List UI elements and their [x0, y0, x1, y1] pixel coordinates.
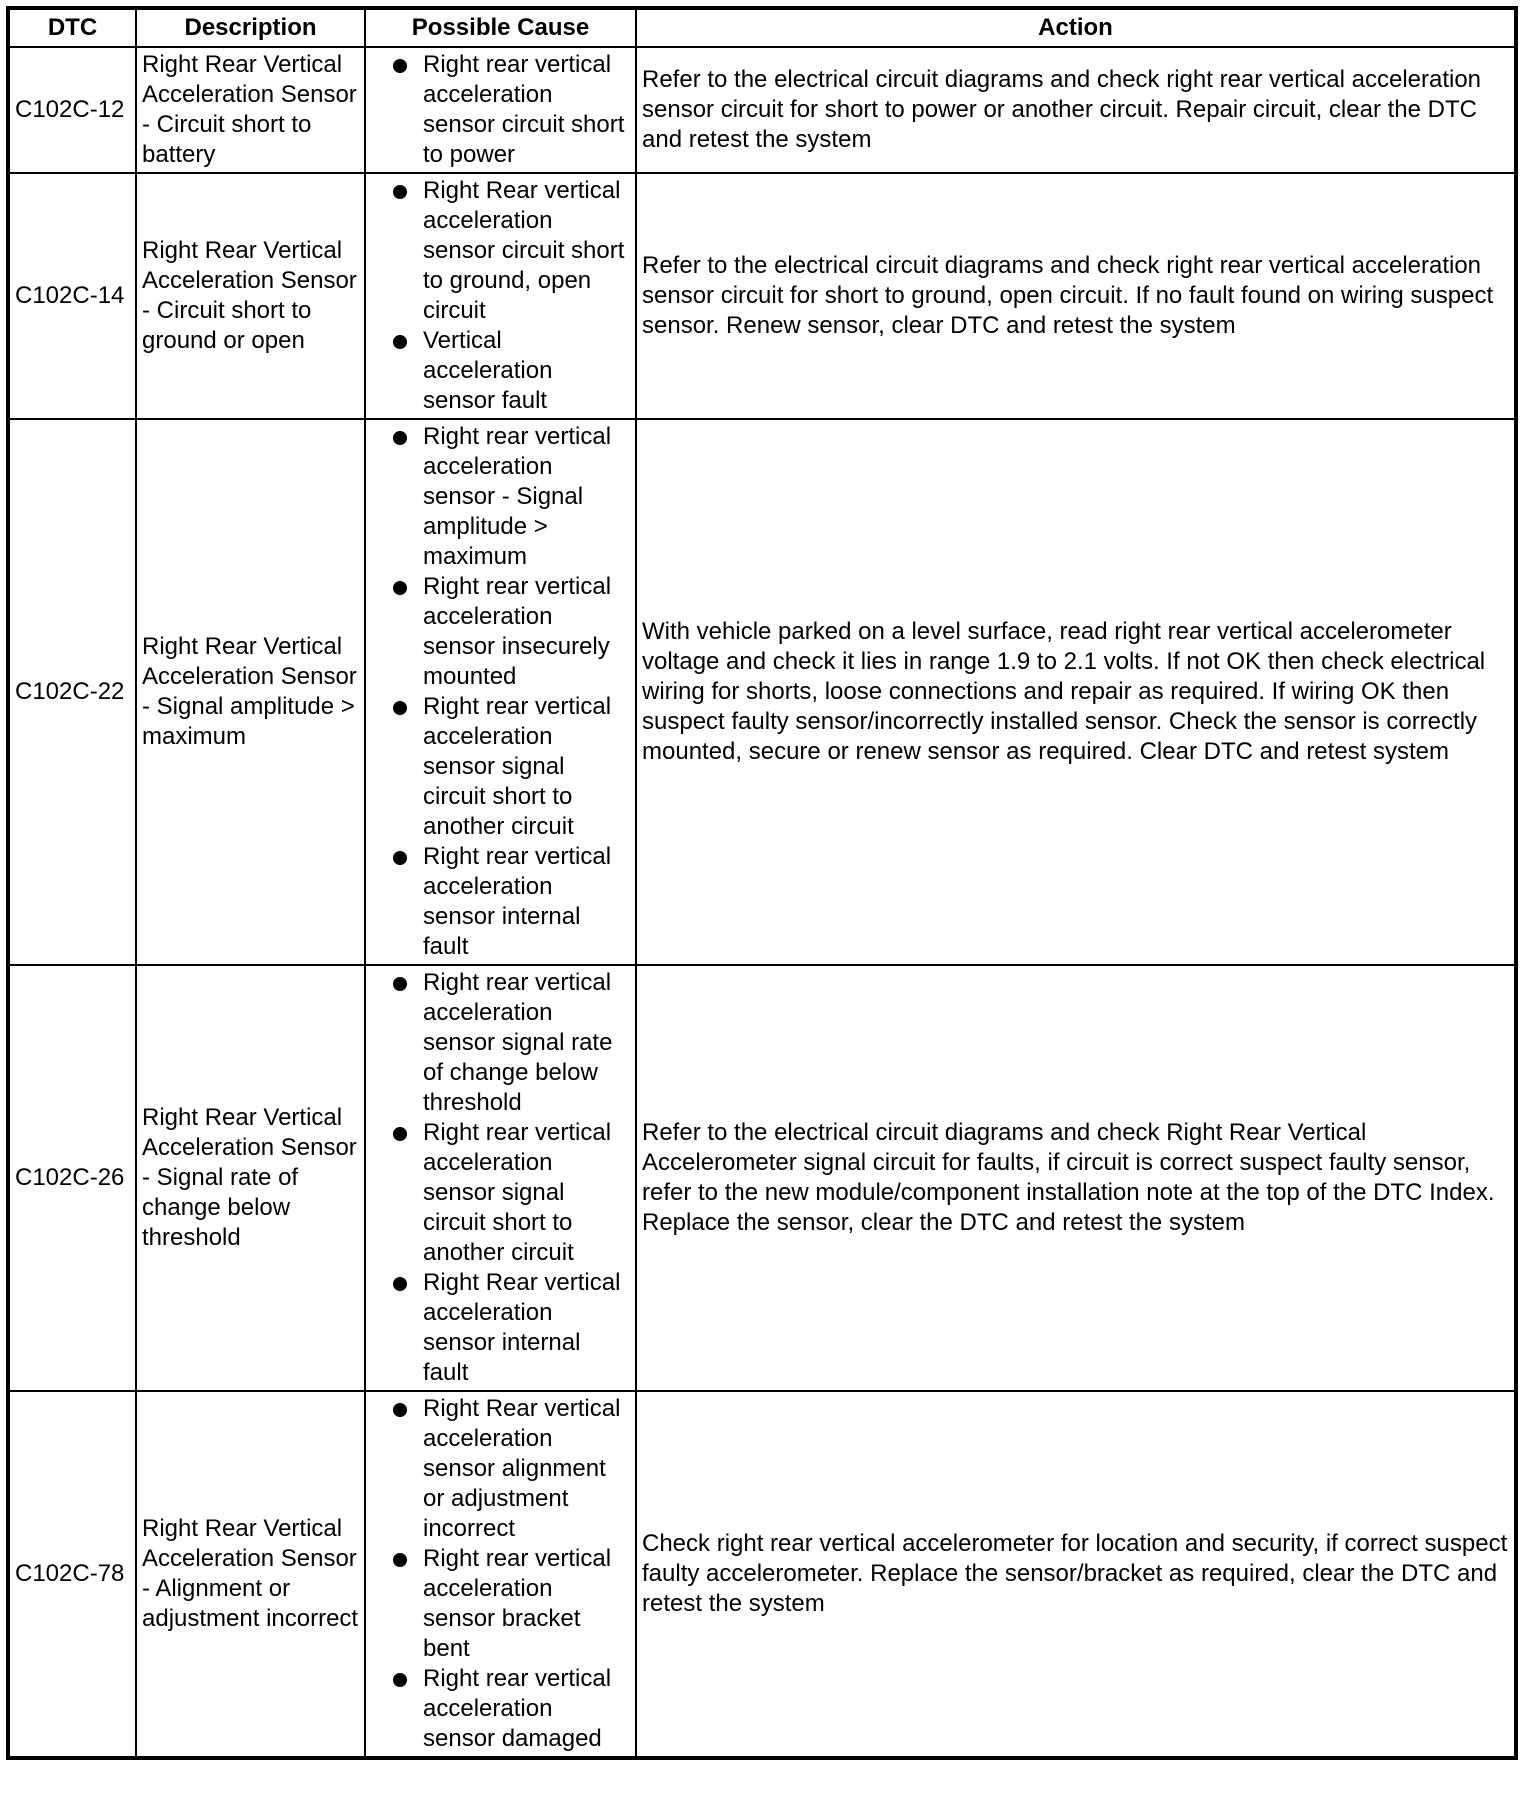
- bullet-icon: [393, 185, 407, 199]
- table-row: [8, 965, 1516, 1391]
- bullet-icon: [393, 701, 407, 715]
- possible-cause-cell: [365, 419, 636, 965]
- table-row: [8, 173, 1516, 419]
- bullet-icon: [393, 1403, 407, 1417]
- bullet-icon: [393, 1127, 407, 1141]
- dtc-description: Right Rear Vertical Acceleration Sensor - Signal rate of change below threshold: [136, 965, 365, 1391]
- dtc-code: C102C-14: [8, 173, 136, 419]
- dtc-table: [6, 6, 1518, 1760]
- bullet-icon: [393, 851, 407, 865]
- header-possible-cause: Possible Cause: [365, 8, 636, 47]
- dtc-action: Refer to the electrical circuit diagrams and check right rear vertical acceleration sensor circuit for short to ground, open circuit. If no fault found on wiring suspect sensor. Renew sensor, clear DTC and retest the system: [636, 173, 1516, 419]
- cause-text: Right Rear vertical acceleration sensor alignment or adjustment incorrect: [423, 1395, 621, 1542]
- dtc-description: Right Rear Vertical Acceleration Sensor - Circuit short to ground or open: [136, 173, 365, 419]
- dtc-description: Right Rear Vertical Acceleration Sensor - Circuit short to battery: [136, 47, 365, 173]
- bullet-icon: [393, 335, 407, 349]
- cause-item: [371, 1544, 630, 1664]
- cause-item: [371, 1664, 630, 1754]
- cause-item: [371, 692, 630, 842]
- dtc-action: With vehicle parked on a level surface, read right rear vertical accelerometer voltage and check it lies in range 1.9 to 2.1 volts. If not OK then check electrical wiring for shorts, loose connections and repair as required. If wiring OK then suspect faulty sensor/incorrectly installed sensor. Check the sensor is correctly mounted, secure or renew sensor as required. Clear DTC and retest system: [636, 419, 1516, 965]
- dtc-action: Refer to the electrical circuit diagrams and check Right Rear Vertical Accelerometer signal circuit for faults, if circuit is correct suspect faulty sensor, refer to the new module/component installation note at the top of the DTC Index. Replace the sensor, clear the DTC and retest the system: [636, 965, 1516, 1391]
- cause-item: [371, 50, 630, 170]
- dtc-code: C102C-12: [8, 47, 136, 173]
- cause-item: [371, 968, 630, 1118]
- cause-item: [371, 176, 630, 326]
- cause-text: Right rear vertical acceleration sensor signal circuit short to another circuit: [423, 1119, 612, 1266]
- bullet-icon: [393, 1553, 407, 1567]
- header-dtc: DTC: [8, 8, 136, 47]
- dtc-code: C102C-22: [8, 419, 136, 965]
- dtc-action: Refer to the electrical circuit diagrams and check right rear vertical acceleration sensor circuit for short to power or another circuit. Repair circuit, clear the DTC and retest the system: [636, 47, 1516, 173]
- bullet-icon: [393, 581, 407, 595]
- cause-list: [371, 1394, 630, 1754]
- cause-item: [371, 422, 630, 572]
- dtc-action: Check right rear vertical accelerometer for location and security, if correct suspect faulty accelerometer. Replace the sensor/bracket as required, clear the DTC and retest the system: [636, 1391, 1516, 1758]
- dtc-page: [6, 6, 1514, 1760]
- possible-cause-cell: [365, 173, 636, 419]
- cause-item: [371, 1268, 630, 1388]
- cause-item: [371, 572, 630, 692]
- cause-text: Right Rear vertical acceleration sensor circuit short to ground, open circuit: [423, 177, 625, 324]
- cause-item: [371, 326, 630, 416]
- cause-text: Right rear vertical acceleration sensor - Signal amplitude > maximum: [423, 423, 612, 570]
- cause-list: [371, 50, 630, 170]
- possible-cause-cell: [365, 1391, 636, 1758]
- dtc-code: C102C-26: [8, 965, 136, 1391]
- cause-list: [371, 176, 630, 416]
- cause-item: [371, 1118, 630, 1268]
- possible-cause-cell: [365, 47, 636, 173]
- dtc-description: Right Rear Vertical Acceleration Sensor - Alignment or adjustment incorrect: [136, 1391, 365, 1758]
- cause-text: Right rear vertical acceleration sensor bracket bent: [423, 1545, 612, 1662]
- cause-item: [371, 842, 630, 962]
- table-row: [8, 1391, 1516, 1758]
- cause-list: [371, 422, 630, 962]
- table-row: [8, 47, 1516, 173]
- header-description: Description: [136, 8, 365, 47]
- header-row: [8, 8, 1516, 47]
- cause-text: Right rear vertical acceleration sensor circuit short to power: [423, 51, 625, 168]
- cause-item: [371, 1394, 630, 1544]
- bullet-icon: [393, 1277, 407, 1291]
- cause-text: Right rear vertical acceleration sensor insecurely mounted: [423, 573, 612, 690]
- bullet-icon: [393, 431, 407, 445]
- cause-text: Right rear vertical acceleration sensor signal rate of change below threshold: [423, 969, 613, 1116]
- table-row: [8, 419, 1516, 965]
- bullet-icon: [393, 59, 407, 73]
- cause-text: Right rear vertical acceleration sensor damaged: [423, 1665, 612, 1752]
- bullet-icon: [393, 1673, 407, 1687]
- header-action: Action: [636, 8, 1516, 47]
- dtc-code: C102C-78: [8, 1391, 136, 1758]
- cause-text: Right Rear vertical acceleration sensor internal fault: [423, 1269, 621, 1386]
- cause-text: Right rear vertical acceleration sensor internal fault: [423, 843, 612, 960]
- cause-text: Vertical acceleration sensor fault: [423, 327, 553, 414]
- cause-list: [371, 968, 630, 1388]
- possible-cause-cell: [365, 965, 636, 1391]
- cause-text: Right rear vertical acceleration sensor signal circuit short to another circuit: [423, 693, 612, 840]
- dtc-description: Right Rear Vertical Acceleration Sensor - Signal amplitude > maximum: [136, 419, 365, 965]
- dtc-table-body: [8, 47, 1516, 1758]
- bullet-icon: [393, 977, 407, 991]
